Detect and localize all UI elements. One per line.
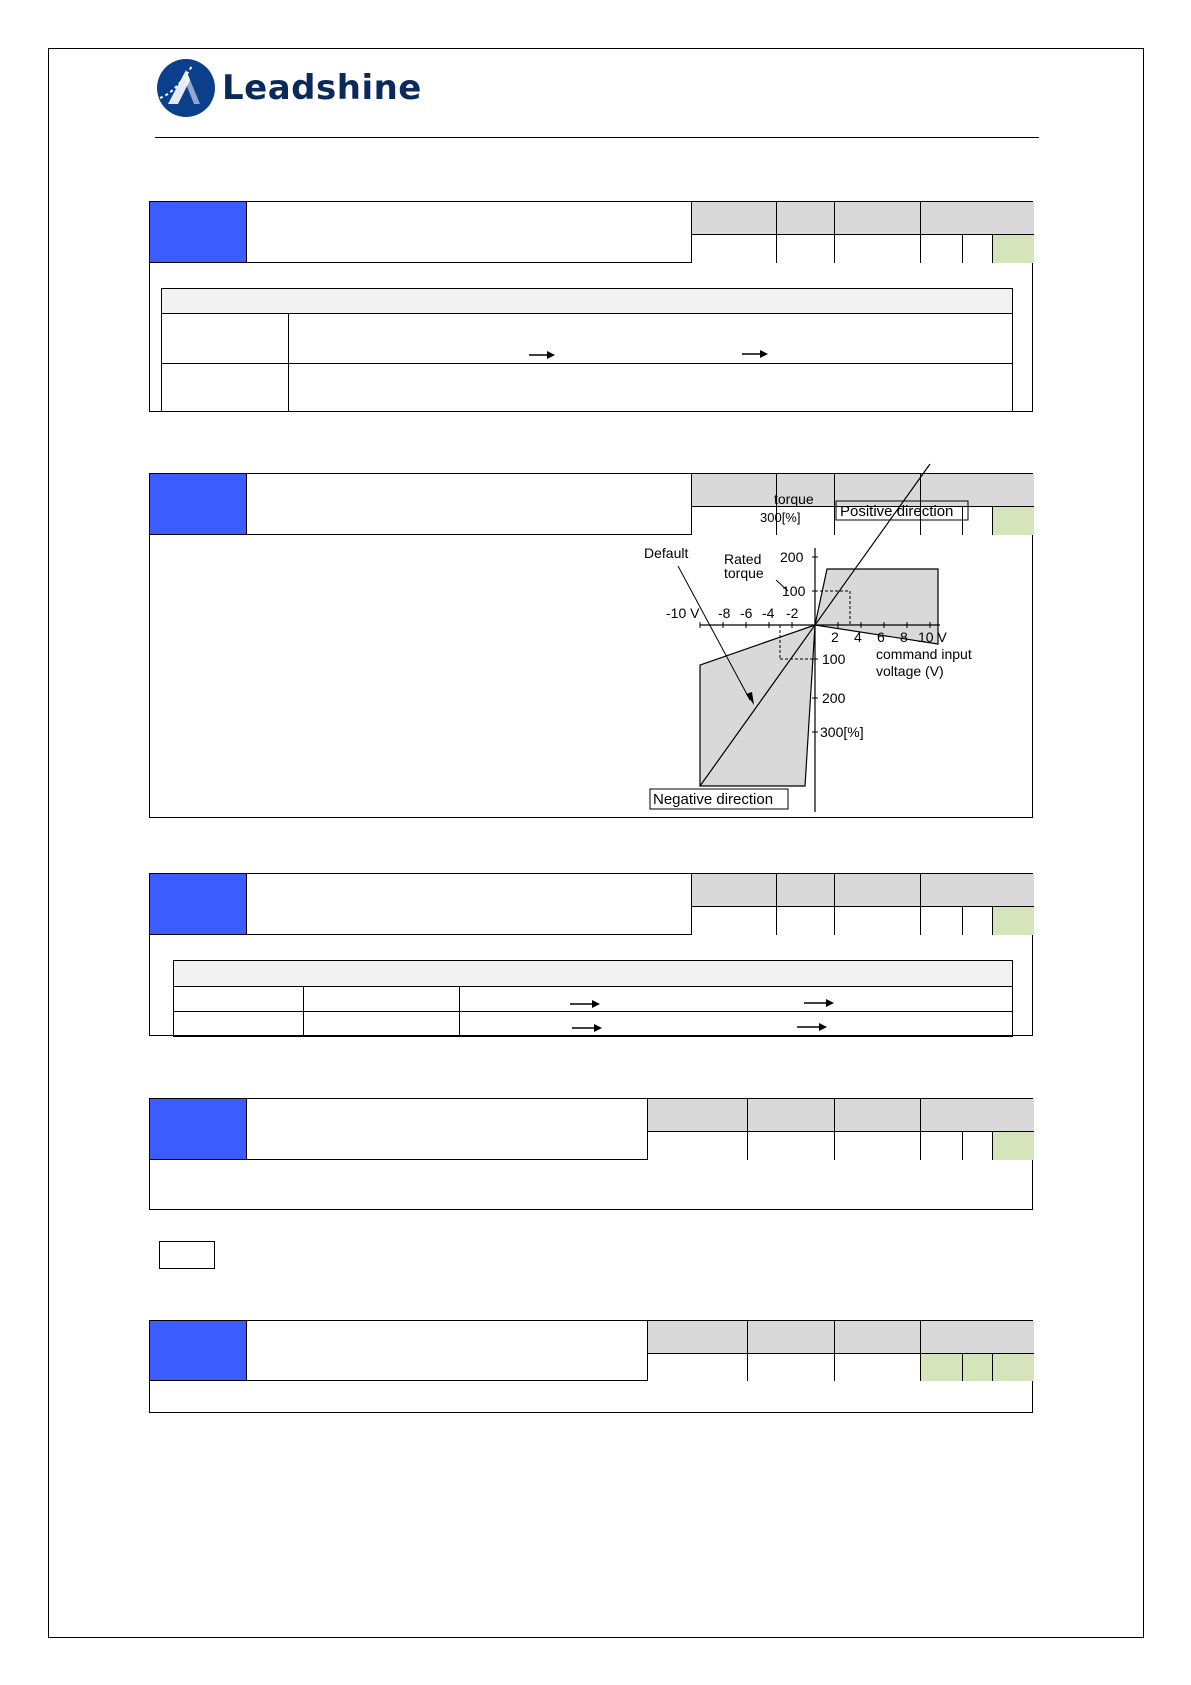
- attr-header-cell: [647, 1099, 747, 1132]
- attr-header-cell: [920, 1321, 1034, 1354]
- arrow-right-icon: [742, 349, 768, 359]
- attr-header-cell: [747, 1321, 834, 1354]
- arrow-right-icon: [529, 350, 555, 360]
- attr-value-cell-highlight: [962, 1354, 992, 1381]
- attr-header-cell: [747, 1099, 834, 1132]
- attr-header-cell: [691, 202, 776, 235]
- x-tick-label: -8: [718, 605, 731, 621]
- y-tick-top: 300[%]: [760, 510, 801, 525]
- parameter-block-4: [149, 1098, 1033, 1210]
- attr-header-cell: [920, 1099, 1034, 1132]
- leadshine-logo-icon: [156, 58, 216, 118]
- x-tick-label: 6: [877, 629, 885, 645]
- arrow-right-icon: [570, 999, 600, 1009]
- parameter-header: [150, 1099, 1032, 1160]
- attr-value-cell-highlight: [992, 507, 1034, 535]
- arrow-right-icon: [797, 1022, 827, 1032]
- negative-direction-label: Negative direction: [653, 791, 774, 808]
- attr-header-cell: [834, 1321, 920, 1354]
- parameter-id-cell: [150, 1099, 247, 1159]
- attr-value-cell: [962, 1132, 992, 1160]
- attr-value-cell: [962, 907, 992, 935]
- attr-value-cell: [834, 1354, 920, 1381]
- x-tick-label: -4: [762, 605, 775, 621]
- parameter-name-cell: [247, 1099, 647, 1159]
- parameter-header: [150, 202, 1032, 263]
- attr-header-cell: [647, 1321, 747, 1354]
- arrow-right-icon: [572, 1023, 602, 1033]
- attr-value-cell: [647, 1354, 747, 1381]
- attr-header-cell: [834, 202, 920, 235]
- torque-axis-label: torque: [774, 491, 814, 507]
- note-box: [159, 1241, 215, 1269]
- attr-header-cell: [691, 474, 776, 507]
- parameter-block-1: [149, 201, 1033, 412]
- table-row: [162, 364, 1012, 412]
- attr-header-cell: [776, 202, 834, 235]
- attr-header-cell: [920, 874, 1034, 907]
- attr-value-cell: [776, 235, 834, 263]
- parameter-id-cell: [150, 874, 247, 934]
- x-axis-label-2: voltage (V): [876, 663, 944, 679]
- attr-value-cell: [747, 1132, 834, 1160]
- attr-header-cell: [776, 874, 834, 907]
- table-header-row: [162, 289, 1012, 314]
- y-tick-label: 200: [822, 690, 846, 706]
- y-tick-label: 100: [782, 583, 806, 599]
- header-rule: [155, 137, 1039, 138]
- parameter-id-cell: [150, 1321, 247, 1380]
- attr-value-cell: [747, 1354, 834, 1381]
- attr-value-cell: [834, 907, 920, 935]
- y-tick-label: 100: [822, 651, 846, 667]
- attr-value-cell-highlight: [992, 1354, 1034, 1381]
- parameter-id-cell: [150, 474, 247, 534]
- parameter-header: [150, 1321, 1032, 1381]
- attr-header-cell: [834, 874, 920, 907]
- table-row: [162, 314, 1012, 364]
- attr-value-cell: [962, 507, 992, 535]
- attr-value-cell: [776, 907, 834, 935]
- table-header-row: [174, 961, 1012, 987]
- attr-value-cell-highlight: [992, 235, 1034, 263]
- x-tick-label: 10 V: [918, 629, 947, 645]
- attr-value-cell: [962, 235, 992, 263]
- setting-table: [161, 288, 1013, 412]
- parameter-id-cell: [150, 202, 247, 262]
- y-tick-label: 300[%]: [820, 724, 864, 740]
- arrow-right-icon: [804, 998, 834, 1008]
- x-tick-label: 8: [900, 629, 908, 645]
- attr-value-cell: [691, 907, 776, 935]
- attr-header-cell: [834, 1099, 920, 1132]
- brand-name: Leadshine: [222, 68, 422, 108]
- rated-torque-label-2: torque: [724, 565, 764, 581]
- x-tick-label: 2: [831, 629, 839, 645]
- parameter-name-cell: [247, 1321, 647, 1380]
- parameter-name-cell: [247, 474, 691, 534]
- default-label: Default: [644, 545, 689, 561]
- attr-value-cell: [834, 1132, 920, 1160]
- x-axis-label-1: command input: [876, 646, 972, 662]
- x-tick-label: 4: [854, 629, 862, 645]
- parameter-header: [150, 874, 1032, 935]
- attr-header-cell: [691, 874, 776, 907]
- attr-value-cell-highlight: [992, 907, 1034, 935]
- x-tick-label: -6: [740, 605, 753, 621]
- attr-value-cell-highlight: [992, 1132, 1034, 1160]
- attr-value-cell: [920, 1132, 962, 1160]
- parameter-block-3: [149, 873, 1033, 1036]
- attr-value-cell: [647, 1132, 747, 1160]
- attr-value-cell: [920, 235, 962, 263]
- x-tick-label: -10 V: [666, 605, 700, 621]
- y-tick-label: 200: [780, 549, 804, 565]
- attr-header-cell: [920, 202, 1034, 235]
- parameter-block-5: [149, 1320, 1033, 1413]
- rated-torque-label-1: Rated: [724, 551, 762, 567]
- positive-direction-label: Positive direction: [840, 503, 954, 520]
- torque-command-chart: [640, 491, 1000, 814]
- parameter-name-cell: [247, 874, 691, 934]
- x-tick-label: -2: [786, 605, 799, 621]
- attr-value-cell: [691, 235, 776, 263]
- attr-value-cell: [920, 907, 962, 935]
- attr-value-cell-highlight: [920, 1354, 962, 1381]
- attr-value-cell: [834, 235, 920, 263]
